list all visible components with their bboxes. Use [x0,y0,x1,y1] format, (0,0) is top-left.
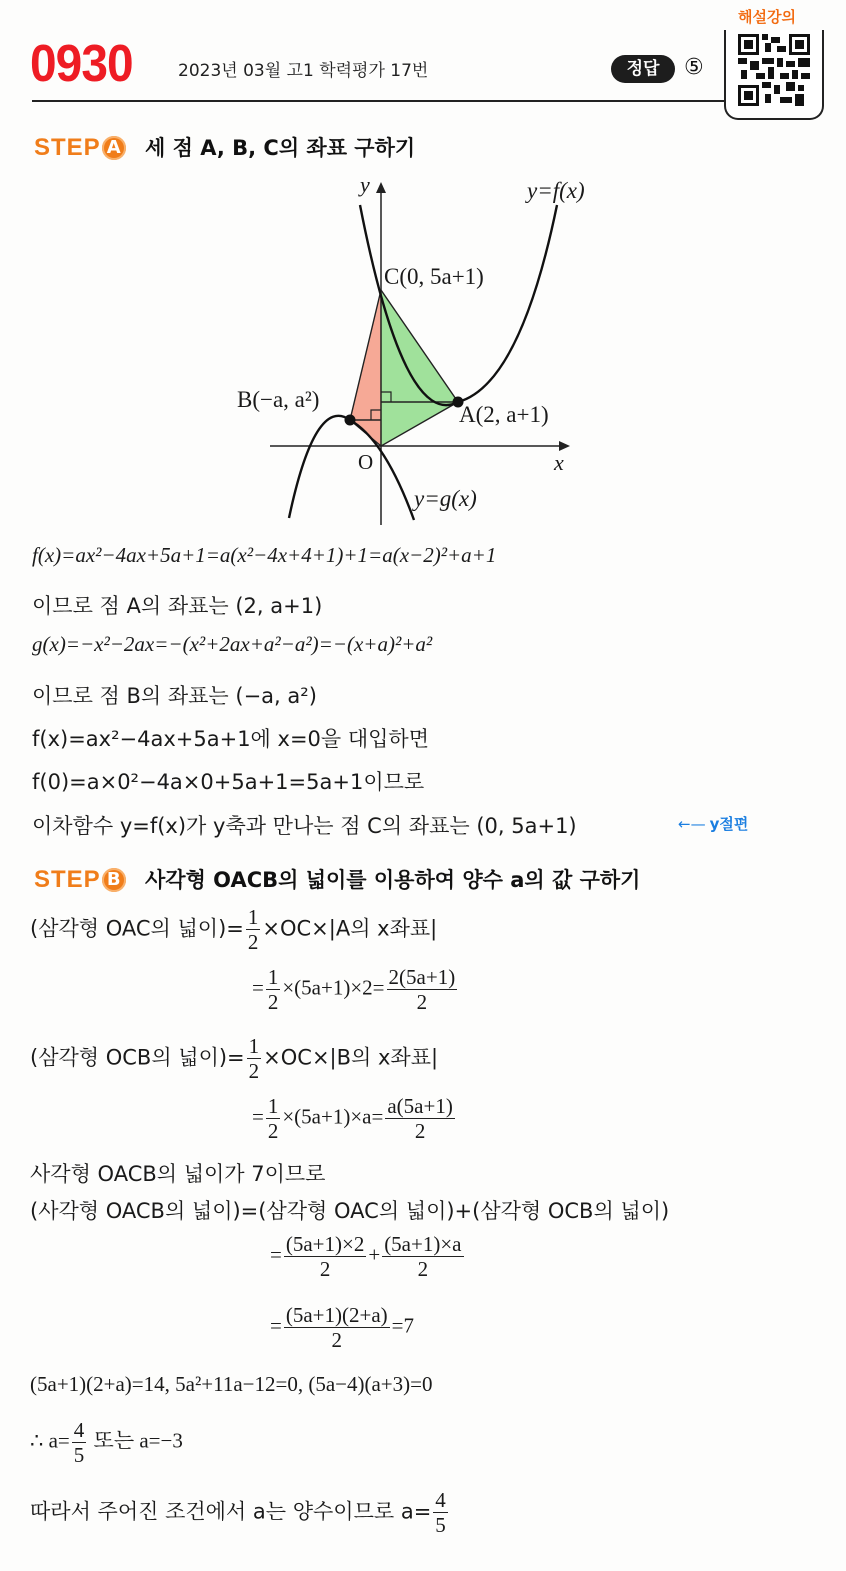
step-a-letter: A [102,136,126,160]
ocb-area-formula: (삼각형 OCB의 넓이)= $\frac{1}{2}$ ×OC×|B의 x좌표| [30,1034,439,1084]
g-curve-label: y=g(x) [414,486,477,511]
quadratic-equation: (5a+1)(2+a)=14, 5a²+11a−12=0, (5a−4)(a+3)=0 [30,1372,433,1396]
point-a-label: A(2, a+1) [459,402,549,427]
step-b-title: 사각형 OACB의 넓이를 이용하여 양수 a의 값 구하기 [145,868,641,892]
step-b-tag: STEP [34,866,101,893]
origin-label: O [358,450,374,474]
ocb-area-calc: = $\frac{1}{2}$ ×(5a+1)×a= $\frac{a(5a+1)}{2}$ [252,1094,453,1144]
step-a-tag: STEP [34,134,101,161]
f-expansion: f(x)=ax²−4ax+5a+1=a(x²−4x+4+1)+1=a(x−2)²+a+1 [32,543,497,567]
g-expansion: g(x)=−x²−2ax=−(x²+2ax+a²−a²)=−(x+a)²+a² [32,632,433,656]
answer-badge: 정답 [611,55,675,83]
step-b-heading [34,864,640,894]
point-c-label: C(0, 5a+1) [384,264,484,289]
point-a-coordinate: 이므로 점 A의 좌표는 (2, a+1) [32,594,323,618]
answer-value: ⑤ [684,55,704,80]
point-b-label: B(−a, a²) [237,387,320,412]
x-axis-label: x [554,450,564,475]
oac-area-calc: = $\frac{1}{2}$ ×(5a+1)×2= $\frac{2(5a+1)}{2}$ [252,965,456,1015]
area-sum-fractions: = $\frac{(5a+1)\times 2}{2}$ + $\frac{(5a+1)\times a}{2}$ [270,1232,462,1282]
point-b-coordinate: 이므로 점 B의 좌표는 (−a, a²) [32,684,317,708]
step-a-title: 세 점 A, B, C의 좌표 구하기 [145,136,416,160]
problem-number: 0930 [30,35,133,93]
solutions: ∴ a= $\frac{4}{5}$ 또는 a=−3 [30,1418,183,1468]
area-combined: = $\frac{(5a+1)(2+a)}{2}$ =7 [270,1303,414,1353]
f-curve-label: y=f(x) [527,178,585,203]
point-c-coordinate: 이차함수 y=f(x)가 y축과 만나는 점 C의 좌표는 (0, 5a+1) [32,814,577,838]
step-b-letter: B [102,868,126,892]
substitute-x-zero: f(x)=ax²−4ax+5a+1에 x=0을 대입하면 [32,727,430,751]
oac-area-formula: (삼각형 OAC의 넓이)= $\frac{1}{2}$ ×OC×|A의 x좌표| [30,905,438,955]
conclusion: 따라서 주어진 조건에서 a는 양수이므로 a= $\frac{4}{5}$ [30,1488,446,1538]
quadrilateral-area-sum: (사각형 OACB의 넓이)=(삼각형 OAC의 넓이)+(삼각형 OCB의 넓이) [30,1199,670,1223]
left-arrow-icon: ←— [678,815,706,833]
triangle-oac [381,290,458,446]
y-intercept-note: ←— y절편 [678,815,749,833]
f-zero-value: f(0)=a×0²−4a×0+5a+1=5a+1이므로 [32,770,425,794]
quadrilateral-area-given: 사각형 OACB의 넓이가 7이므로 [30,1162,326,1186]
qr-label: 해설강의 [738,8,796,26]
y-axis-label: y [360,172,370,197]
y-axis-arrow-icon [376,182,386,193]
problem-source: 2023년 03월 고1 학력평가 17번 [178,61,429,81]
point-b [345,415,356,426]
